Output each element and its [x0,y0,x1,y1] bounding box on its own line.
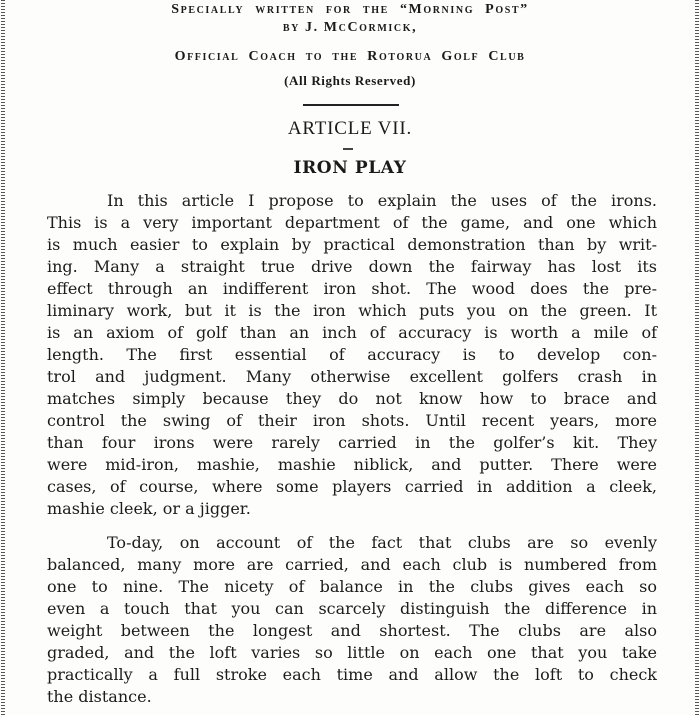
paragraph-line: ing. Many a straight true drive down the fairway has lost its [47,257,657,276]
paragraph-1 [47,190,657,520]
right-border-rule [695,0,699,715]
paragraph-line: one to nine. The nicety of balance in the clubs gives each so [47,577,657,596]
paragraph-line: the distance. [47,687,152,706]
paragraph-line: weight between the longest and shortest. The clubs are also [47,621,657,640]
article-number: ARTICLE VII. [287,118,413,139]
paragraph-line: control the swing of their iron shots. Until recent years, more [47,411,657,430]
byline-line-3: Official Coach to the Rotorua Golf Club [174,49,526,64]
paragraph-line: This is a very important department of the game, and one which [47,213,657,232]
byline-line-2: by J. McCormick, [282,20,418,35]
paragraph-line: liminary work, but it is the iron which puts you on the green. It [47,301,657,320]
paragraph-line: In this article I propose to explain the uses of the irons. [107,191,657,210]
paragraph-line: balanced, many more are carried, and each club is numbered from [47,555,657,574]
paragraph-line: To-day, on account of the fact that clubs are so evenly [107,533,657,552]
article-title: IRON PLAY [293,158,407,178]
title-dash [343,148,353,150]
rights-notice: (All Rights Reserved) [284,73,416,88]
paragraph-line: trol and judgment. Many otherwise excellent golfers crash in [47,367,657,386]
byline-line-1: Specially written for the “Morning Post” [171,2,529,17]
paragraph-line: mashie cleek, or a jigger. [47,499,251,518]
paragraph-line: graded, and the loft varies so little on each one that you take [47,643,657,662]
left-border-rule [1,0,5,715]
paragraph-line: were mid-iron, mashie, mashie niblick, and putter. There were [47,455,657,474]
paragraph-line: than four irons were rarely carried in the golfer’s kit. They [47,433,657,452]
paragraph-line: cases, of course, where some players carried in addition a cleek, [47,477,657,496]
paragraph-line: matches simply because they do not know how to brace and [47,389,657,408]
paragraph-line: length. The first essential of accuracy is to develop con- [47,345,657,364]
paragraph-line: effect through an indifferent iron shot. The wood does the pre- [47,279,657,298]
header-divider [303,104,399,106]
paragraph-line: practically a full stroke each time and allow the loft to check [47,665,657,684]
paragraph-line: is much easier to explain by practical demonstration than by writ- [47,235,657,254]
paragraph-line: even a touch that you can scarcely distinguish the difference in [47,599,657,618]
paragraph-line: is an axiom of golf than an inch of accuracy is worth a mile of [47,323,657,342]
paragraph-2 [47,532,657,708]
